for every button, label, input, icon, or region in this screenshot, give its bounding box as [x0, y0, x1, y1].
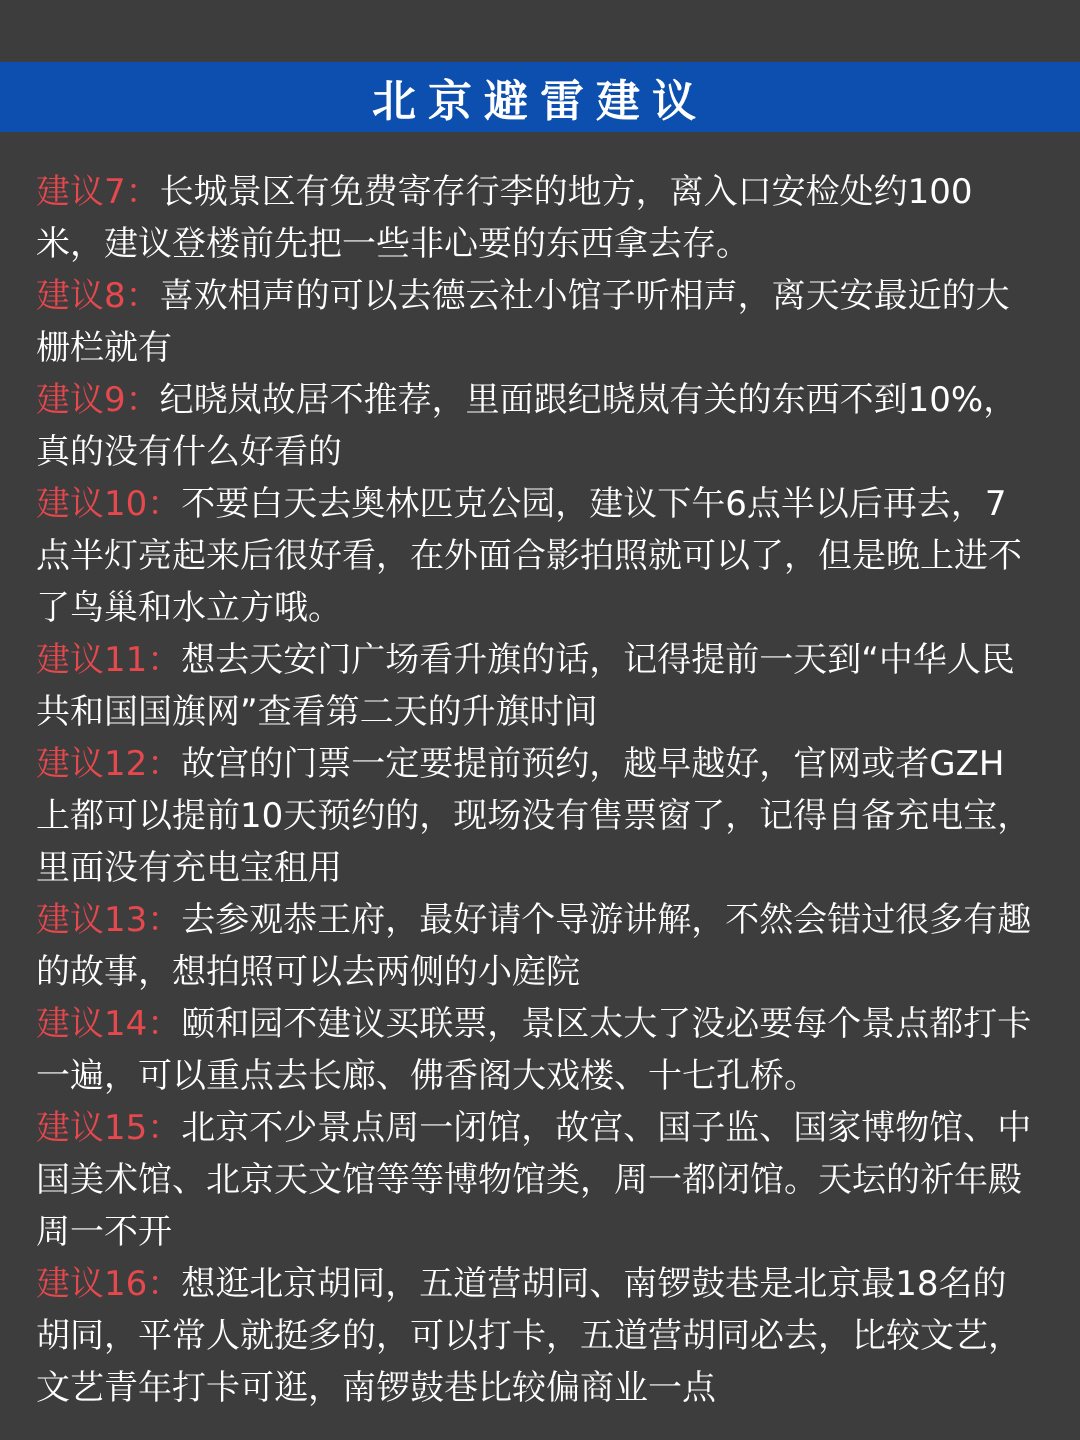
- tip-text: 想逛北京胡同，五道营胡同、南锣鼓巷是北京最18名的胡同，平常人就挺多的，可以打卡，五道营胡同必去，比较文艺，文艺青年打卡可逛，南锣鼓巷比较偏商业一点: [36, 1264, 1022, 1408]
- tip-label: 建议12：: [36, 744, 182, 784]
- tip-label: 建议7：: [36, 172, 160, 212]
- tip-item: [36, 634, 1036, 738]
- tip-label: 建议9：: [36, 380, 160, 420]
- tip-text: 喜欢相声的可以去德云社小馆子听相声，离天安最近的大栅栏就有: [36, 276, 1010, 368]
- tip-item: [36, 1102, 1036, 1258]
- tip-label: 建议16：: [36, 1264, 182, 1304]
- tip-label: 建议15：: [36, 1108, 182, 1148]
- tip-text: 长城景区有免费寄存行李的地方，离入口安检处约100米，建议登楼前先把一些非心要的东西拿去存。: [36, 172, 973, 264]
- tip-label: 建议8：: [36, 276, 160, 316]
- tip-label: 建议10：: [36, 484, 182, 524]
- page-title: 北京避雷建议: [372, 76, 708, 127]
- title-banner: [0, 62, 1080, 132]
- tip-text: 颐和园不建议买联票，景区太大了没必要每个景点都打卡一遍，可以重点去长廊、佛香阁大戏楼、十七孔桥。: [36, 1004, 1032, 1096]
- tip-text: 北京不少景点周一闭馆，故宫、国子监、国家博物馆、中国美术馆、北京天文馆等等博物馆类，周一都闭馆。天坛的祈年殿周一不开: [36, 1108, 1032, 1252]
- tip-item: [36, 374, 1036, 478]
- tip-item: [36, 270, 1036, 374]
- tip-text: 去参观恭王府，最好请个导游讲解，不然会错过很多有趣的故事，想拍照可以去两侧的小庭院: [36, 900, 1032, 992]
- tip-item: [36, 166, 1036, 270]
- tip-text: 纪晓岚故居不推荐，里面跟纪晓岚有关的东西不到10%， 真的没有什么好看的: [36, 380, 1018, 472]
- tip-item: [36, 1258, 1036, 1414]
- tip-label: 建议13：: [36, 900, 182, 940]
- tip-label: 建议11：: [36, 640, 182, 680]
- tip-text: 想去天安门广场看升旗的话，记得提前一天到“中华人民共和国国旗网”查看第二天的升旗时间: [36, 640, 1015, 732]
- tip-text: 不要白天去奥林匹克公园，建议下午6点半以后再去，7点半灯亮起来后很好看，在外面合影拍照就可以了，但是晚上进不了鸟巢和水立方哦。: [36, 484, 1022, 628]
- tip-item: [36, 738, 1036, 894]
- tip-text: 故宫的门票一定要提前预约，越早越好，官网或者GZH上都可以提前10天预约的，现场没有售票窗了，记得自备充电宝，里面没有充电宝租用: [36, 744, 1032, 888]
- tip-item: [36, 478, 1036, 634]
- tip-item: [36, 894, 1036, 998]
- tips-list: [36, 166, 1036, 1414]
- tip-item: [36, 998, 1036, 1102]
- tip-label: 建议14：: [36, 1004, 182, 1044]
